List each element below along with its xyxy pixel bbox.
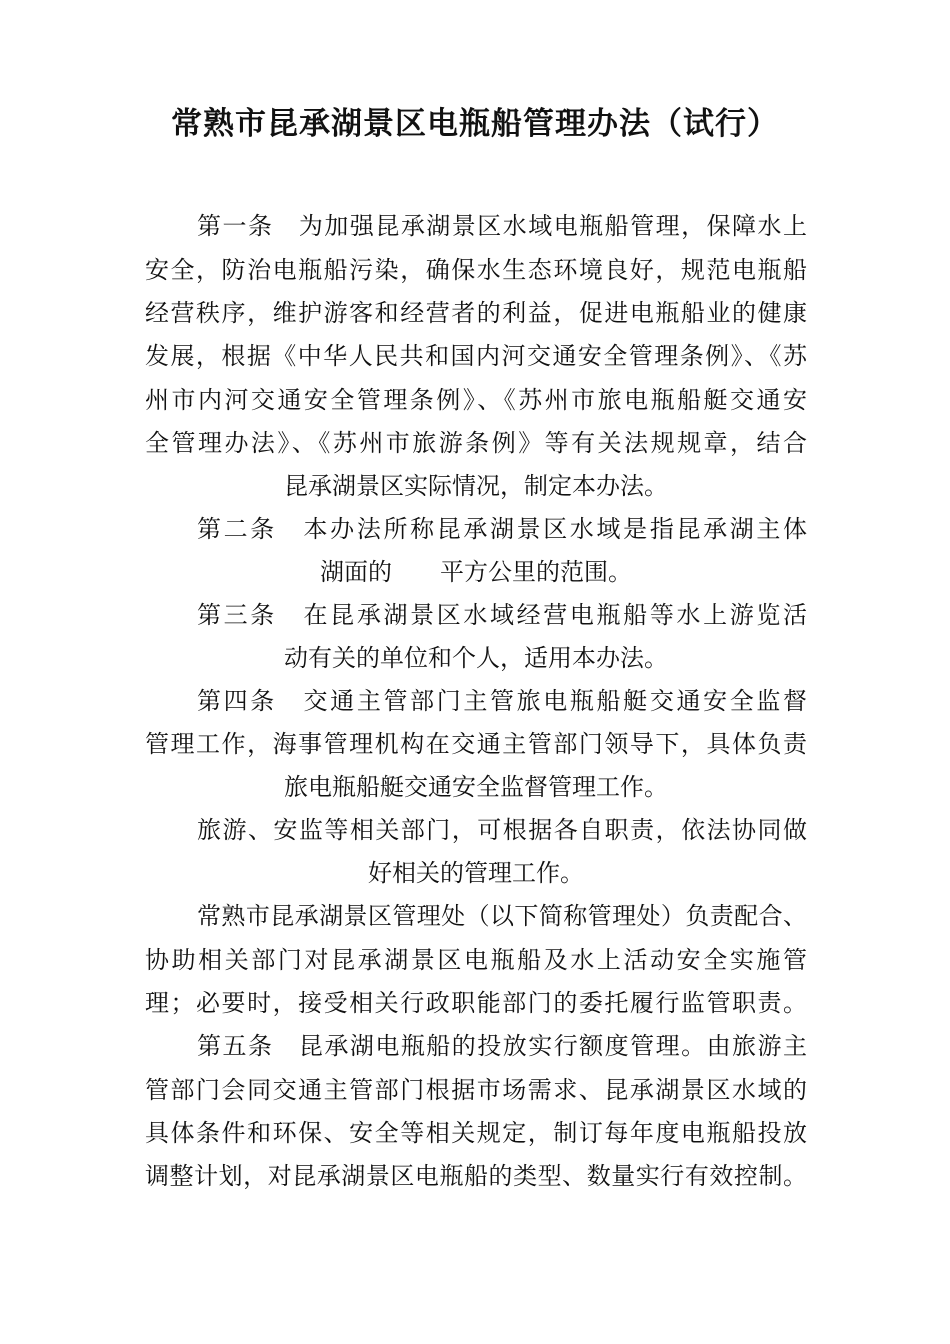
article-4-line-3: 旅电瓶船艇交通安全监督管理工作。 bbox=[284, 773, 668, 801]
document-title: 常熟市昆承湖景区电瓶船管理办法（试行） bbox=[171, 106, 779, 142]
article-1-line-7: 昆承湖景区实际情况，制定本办法。 bbox=[284, 472, 668, 500]
article-5-line-1: 第五条 昆承湖电瓶船的投放实行额度管理。由旅游主 bbox=[197, 1032, 807, 1060]
article-4-para-3-line-2: 协助相关部门对昆承湖景区电瓶船及水上活动安全实施管 bbox=[145, 946, 807, 974]
article-1-line-1: 第一条 为加强昆承湖景区水域电瓶船管理，保障水上 bbox=[197, 212, 807, 240]
article-1-line-6: 全管理办法》、《苏州市旅游条例》等有关法规规章，结合 bbox=[145, 429, 807, 457]
article-4-line-2: 管理工作，海事管理机构在交通主管部门领导下，具体负责 bbox=[145, 730, 807, 758]
article-1-line-2: 安全，防治电瓶船污染，确保水生态环境良好，规范电瓶船 bbox=[145, 256, 807, 284]
article-1-line-4: 发展，根据《中华人民共和国内河交通安全管理条例》、《苏 bbox=[145, 342, 807, 370]
article-4-para-2-line-1: 旅游、安监等相关部门，可根据各自职责，依法协同做 bbox=[197, 816, 807, 844]
article-4-para-3-line-3: 理；必要时，接受相关行政职能部门的委托履行监管职责。 bbox=[145, 989, 807, 1017]
article-2-line-2: 湖面的 平方公里的范围。 bbox=[320, 558, 632, 586]
article-5-line-4: 调整计划，对昆承湖景区电瓶船的类型、数量实行有效控制。 bbox=[145, 1162, 807, 1190]
article-5-line-2: 管部门会同交通主管部门根据市场需求、昆承湖景区水域的 bbox=[145, 1076, 807, 1104]
article-2-line-1: 第二条 本办法所称昆承湖景区水域是指昆承湖主体 bbox=[197, 515, 807, 543]
article-4-line-1: 第四条 交通主管部门主管旅电瓶船艇交通安全监督 bbox=[197, 687, 807, 715]
article-5-line-3: 具体条件和环保、安全等相关规定，制订每年度电瓶船投放 bbox=[145, 1119, 807, 1147]
article-1-line-3: 经营秩序，维护游客和经营者的利益，促进电瓶船业的健康 bbox=[145, 299, 807, 327]
article-3-line-2: 动有关的单位和个人，适用本办法。 bbox=[284, 644, 668, 672]
article-4-para-2-line-2: 好相关的管理工作。 bbox=[368, 859, 584, 887]
article-3-line-1: 第三条 在昆承湖景区水域经营电瓶船等水上游览活 bbox=[197, 601, 807, 629]
article-4-para-3-line-1: 常熟市昆承湖景区管理处（以下简称管理处）负责配合、 bbox=[197, 902, 807, 930]
article-1-line-5: 州市内河交通安全管理条例》、《苏州市旅电瓶船艇交通安 bbox=[145, 386, 807, 414]
